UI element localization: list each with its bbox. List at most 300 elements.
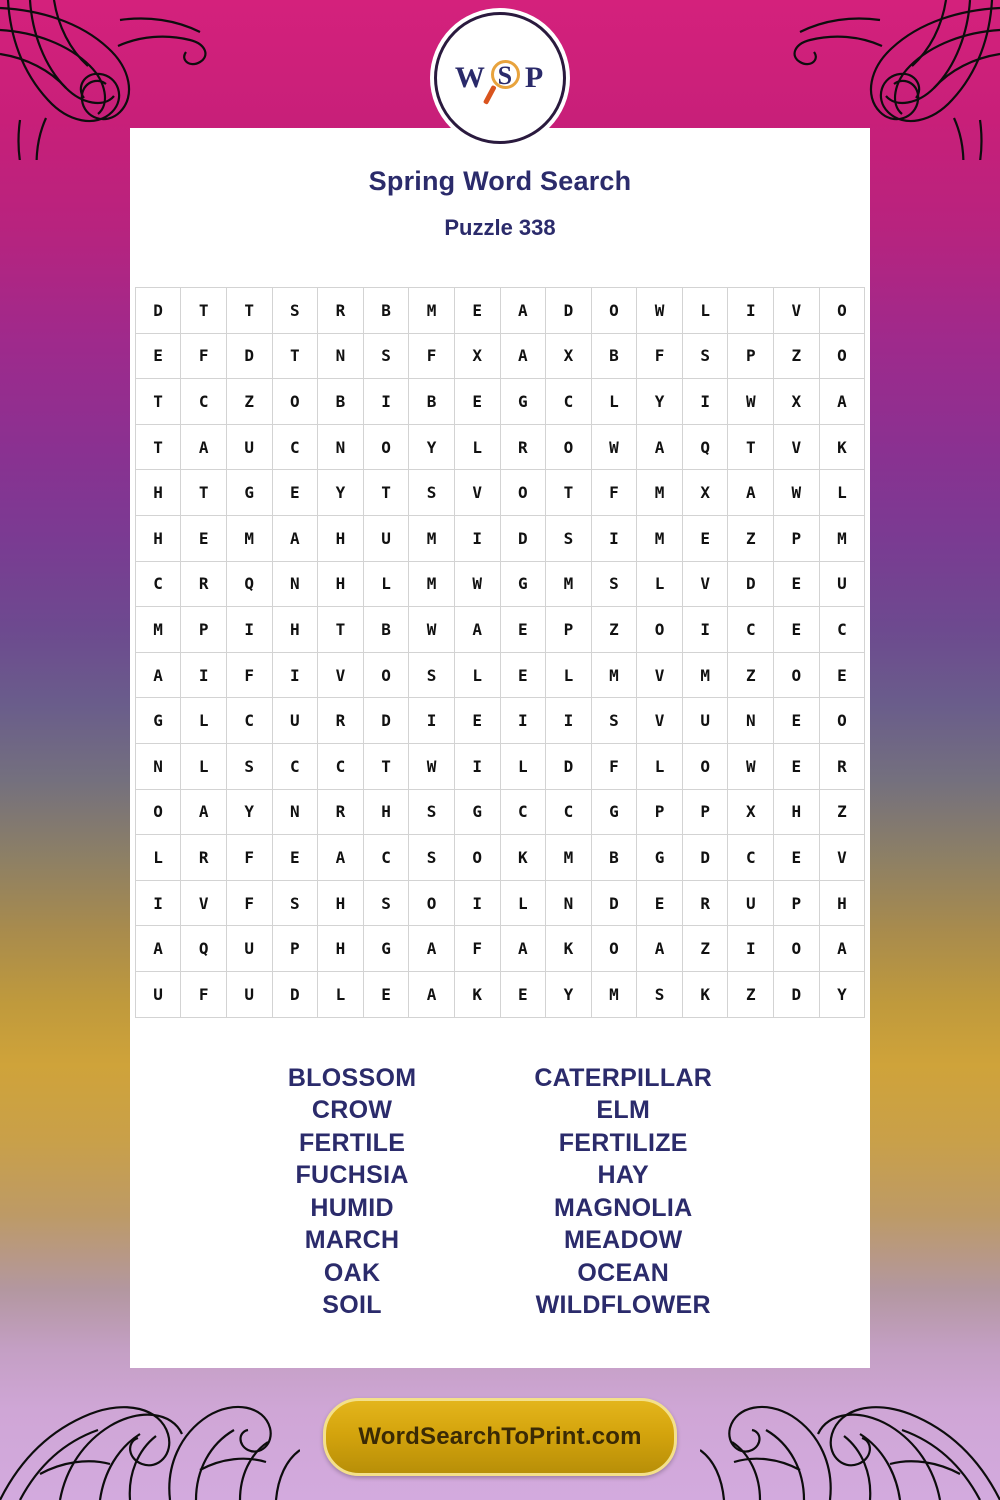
grid-cell[interactable]: N: [272, 561, 318, 607]
grid-cell[interactable]: N: [728, 698, 774, 744]
grid-cell[interactable]: W: [728, 743, 774, 789]
grid-cell[interactable]: P: [546, 607, 592, 653]
grid-cell[interactable]: A: [181, 789, 227, 835]
grid-cell[interactable]: A: [135, 926, 181, 972]
grid-cell[interactable]: R: [181, 561, 227, 607]
grid-cell[interactable]: D: [135, 288, 181, 334]
grid-cell[interactable]: M: [409, 515, 455, 561]
grid-cell[interactable]: C: [272, 424, 318, 470]
grid-cell[interactable]: U: [272, 698, 318, 744]
grid-cell[interactable]: E: [181, 515, 227, 561]
grid-cell[interactable]: H: [318, 880, 364, 926]
grid-cell[interactable]: A: [181, 424, 227, 470]
grid-cell[interactable]: T: [181, 470, 227, 516]
grid-cell[interactable]: T: [728, 424, 774, 470]
grid-cell[interactable]: L: [637, 561, 683, 607]
grid-cell[interactable]: G: [363, 926, 409, 972]
grid-cell[interactable]: H: [819, 880, 865, 926]
word-search-grid[interactable]: [135, 287, 866, 1018]
grid-cell[interactable]: D: [546, 743, 592, 789]
grid-cell[interactable]: A: [637, 926, 683, 972]
grid-cell[interactable]: M: [226, 515, 272, 561]
grid-cell[interactable]: P: [774, 880, 820, 926]
word-list-item: FUCHSIA: [295, 1161, 409, 1189]
grid-cell[interactable]: L: [682, 288, 728, 334]
grid-cell[interactable]: V: [637, 652, 683, 698]
grid-cell[interactable]: F: [454, 926, 500, 972]
grid-cell[interactable]: O: [454, 835, 500, 881]
word-list-item: HUMID: [310, 1193, 394, 1222]
grid-cell[interactable]: B: [318, 379, 364, 425]
grid-cell[interactable]: C: [546, 789, 592, 835]
grid-cell[interactable]: C: [181, 379, 227, 425]
grid-cell[interactable]: I: [591, 515, 637, 561]
grid-cell[interactable]: V: [774, 424, 820, 470]
grid-cell[interactable]: S: [409, 835, 455, 881]
grid-cell[interactable]: C: [318, 743, 364, 789]
grid-cell[interactable]: F: [409, 333, 455, 379]
grid-cell[interactable]: Y: [226, 789, 272, 835]
grid-row: [135, 424, 865, 470]
grid-cell[interactable]: S: [363, 333, 409, 379]
grid-cell[interactable]: E: [774, 743, 820, 789]
word-list-item: CATERPILLAR: [534, 1063, 713, 1092]
grid-cell[interactable]: L: [135, 835, 181, 881]
grid-cell[interactable]: D: [226, 333, 272, 379]
grid-row: [135, 379, 865, 425]
grid-cell[interactable]: T: [318, 607, 364, 653]
grid-cell[interactable]: I: [682, 379, 728, 425]
grid-cell[interactable]: A: [454, 607, 500, 653]
grid-cell[interactable]: O: [819, 288, 865, 334]
grid-cell[interactable]: A: [272, 515, 318, 561]
grid-cell[interactable]: U: [728, 880, 774, 926]
grid-cell[interactable]: M: [409, 561, 455, 607]
grid-cell[interactable]: Y: [409, 424, 455, 470]
grid-cell[interactable]: X: [682, 470, 728, 516]
grid-cell[interactable]: X: [546, 333, 592, 379]
grid-cell[interactable]: O: [774, 652, 820, 698]
grid-cell[interactable]: Q: [181, 926, 227, 972]
grid-cell[interactable]: K: [454, 971, 500, 1017]
grid-cell[interactable]: Z: [591, 607, 637, 653]
grid-row: [135, 333, 865, 379]
grid-cell[interactable]: W: [409, 607, 455, 653]
grid-cell[interactable]: E: [774, 561, 820, 607]
grid-cell[interactable]: D: [682, 835, 728, 881]
grid-cell[interactable]: X: [454, 333, 500, 379]
grid-cell[interactable]: A: [135, 652, 181, 698]
grid-cell[interactable]: L: [637, 743, 683, 789]
grid-cell[interactable]: O: [819, 698, 865, 744]
grid-cell[interactable]: D: [774, 971, 820, 1017]
grid-cell[interactable]: S: [682, 333, 728, 379]
grid-cell[interactable]: H: [363, 789, 409, 835]
grid-cell[interactable]: V: [637, 698, 683, 744]
grid-cell[interactable]: B: [591, 333, 637, 379]
grid-row: [135, 470, 865, 516]
word-list-item: MEADOW: [564, 1226, 683, 1254]
grid-cell[interactable]: O: [546, 424, 592, 470]
grid-cell[interactable]: A: [819, 379, 865, 425]
grid-cell[interactable]: O: [819, 333, 865, 379]
grid-row: [135, 971, 865, 1017]
grid-cell[interactable]: S: [363, 880, 409, 926]
grid-row: [135, 926, 865, 972]
grid-cell[interactable]: H: [318, 926, 364, 972]
grid-cell[interactable]: E: [774, 835, 820, 881]
grid-cell[interactable]: E: [774, 607, 820, 653]
logo-letter-p: P: [524, 61, 546, 94]
grid-cell[interactable]: S: [591, 698, 637, 744]
grid-cell[interactable]: C: [546, 379, 592, 425]
grid-cell[interactable]: L: [181, 743, 227, 789]
grid-cell[interactable]: L: [363, 561, 409, 607]
grid-cell[interactable]: C: [363, 835, 409, 881]
grid-cell[interactable]: I: [135, 880, 181, 926]
grid-row: [135, 561, 865, 607]
grid-cell[interactable]: I: [682, 607, 728, 653]
grid-cell[interactable]: O: [591, 288, 637, 334]
grid-cell[interactable]: H: [318, 561, 364, 607]
grid-cell[interactable]: T: [272, 333, 318, 379]
grid-cell[interactable]: I: [728, 926, 774, 972]
website-badge[interactable]: [323, 1398, 677, 1476]
grid-cell[interactable]: I: [226, 607, 272, 653]
grid-cell[interactable]: S: [409, 470, 455, 516]
grid-cell[interactable]: T: [363, 470, 409, 516]
grid-cell[interactable]: B: [363, 288, 409, 334]
grid-cell[interactable]: L: [546, 652, 592, 698]
grid-cell[interactable]: L: [500, 880, 546, 926]
word-list-item: MARCH: [304, 1226, 400, 1254]
corner-ornament-bottom-right: [700, 1350, 1000, 1500]
grid-cell[interactable]: Z: [226, 379, 272, 425]
grid-cell[interactable]: T: [135, 424, 181, 470]
grid-row: [135, 288, 865, 334]
grid-cell[interactable]: M: [819, 515, 865, 561]
grid-cell[interactable]: O: [774, 926, 820, 972]
grid-cell[interactable]: Z: [728, 971, 774, 1017]
grid-cell[interactable]: F: [226, 880, 272, 926]
grid-cell[interactable]: D: [546, 288, 592, 334]
grid-row: [135, 880, 865, 926]
grid-cell[interactable]: T: [181, 288, 227, 334]
grid-cell[interactable]: F: [591, 470, 637, 516]
grid-cell[interactable]: A: [500, 333, 546, 379]
grid-cell[interactable]: D: [728, 561, 774, 607]
grid-cell[interactable]: U: [682, 698, 728, 744]
grid-cell[interactable]: P: [682, 789, 728, 835]
grid-cell[interactable]: R: [819, 743, 865, 789]
grid-cell[interactable]: E: [454, 379, 500, 425]
grid-cell[interactable]: I: [272, 652, 318, 698]
grid-cell[interactable]: Z: [774, 333, 820, 379]
grid-cell[interactable]: Z: [682, 926, 728, 972]
grid-cell[interactable]: U: [819, 561, 865, 607]
grid-cell[interactable]: O: [363, 424, 409, 470]
grid-cell[interactable]: I: [454, 515, 500, 561]
word-list-column-right: [534, 1062, 712, 1322]
word-list-column-left: [288, 1062, 417, 1322]
grid-cell[interactable]: W: [728, 379, 774, 425]
grid-cell[interactable]: G: [500, 561, 546, 607]
grid-cell[interactable]: I: [363, 379, 409, 425]
grid-cell[interactable]: N: [546, 880, 592, 926]
grid-cell[interactable]: O: [272, 379, 318, 425]
grid-cell[interactable]: C: [135, 561, 181, 607]
grid-cell[interactable]: E: [637, 880, 683, 926]
logo-letter-s: S: [497, 61, 515, 90]
grid-cell[interactable]: V: [181, 880, 227, 926]
magnifier-icon: [488, 60, 524, 96]
grid-cell[interactable]: V: [318, 652, 364, 698]
grid-cell[interactable]: I: [546, 698, 592, 744]
grid-cell[interactable]: U: [135, 971, 181, 1017]
grid-cell[interactable]: O: [135, 789, 181, 835]
grid-cell[interactable]: M: [409, 288, 455, 334]
puzzle-sheet: [130, 128, 870, 1368]
grid-cell[interactable]: R: [318, 789, 364, 835]
grid-cell[interactable]: E: [500, 971, 546, 1017]
grid-cell[interactable]: C: [728, 835, 774, 881]
grid-cell[interactable]: L: [318, 971, 364, 1017]
word-list-item: OCEAN: [577, 1258, 670, 1287]
grid-row: [135, 698, 865, 744]
grid-cell[interactable]: P: [272, 926, 318, 972]
grid-cell[interactable]: E: [500, 607, 546, 653]
grid-cell[interactable]: I: [181, 652, 227, 698]
grid-cell[interactable]: W: [774, 470, 820, 516]
grid-cell[interactable]: B: [409, 379, 455, 425]
grid-cell[interactable]: R: [318, 698, 364, 744]
grid-cell[interactable]: Y: [819, 971, 865, 1017]
word-list-item: HAY: [597, 1161, 649, 1189]
grid-cell[interactable]: O: [591, 926, 637, 972]
grid-cell[interactable]: G: [226, 470, 272, 516]
page-title: Spring Word Search: [368, 166, 632, 196]
grid-cell[interactable]: H: [774, 789, 820, 835]
grid-cell[interactable]: D: [272, 971, 318, 1017]
grid-cell[interactable]: Y: [546, 971, 592, 1017]
grid-cell[interactable]: W: [637, 288, 683, 334]
site-logo: [434, 12, 566, 144]
grid-cell[interactable]: I: [728, 288, 774, 334]
grid-cell[interactable]: T: [546, 470, 592, 516]
grid-cell[interactable]: M: [637, 470, 683, 516]
grid-cell[interactable]: D: [500, 515, 546, 561]
grid-cell[interactable]: A: [318, 835, 364, 881]
grid-cell[interactable]: F: [226, 835, 272, 881]
grid-cell[interactable]: C: [272, 743, 318, 789]
grid-cell[interactable]: K: [682, 971, 728, 1017]
grid-cell[interactable]: H: [135, 515, 181, 561]
grid-cell[interactable]: R: [181, 835, 227, 881]
grid-cell[interactable]: S: [546, 515, 592, 561]
grid-cell[interactable]: A: [500, 288, 546, 334]
grid-cell[interactable]: E: [682, 515, 728, 561]
grid-cell[interactable]: I: [454, 743, 500, 789]
grid-cell[interactable]: H: [135, 470, 181, 516]
grid-cell[interactable]: A: [728, 470, 774, 516]
grid-cell[interactable]: X: [774, 379, 820, 425]
grid-cell[interactable]: H: [272, 607, 318, 653]
grid-cell[interactable]: Y: [637, 379, 683, 425]
grid-cell[interactable]: Q: [226, 561, 272, 607]
grid-cell[interactable]: M: [591, 652, 637, 698]
grid-cell[interactable]: I: [500, 698, 546, 744]
grid-cell[interactable]: B: [591, 835, 637, 881]
grid-cell[interactable]: D: [591, 880, 637, 926]
grid-cell[interactable]: F: [637, 333, 683, 379]
grid-cell[interactable]: M: [682, 652, 728, 698]
grid-cell[interactable]: R: [318, 288, 364, 334]
grid-row: [135, 835, 865, 881]
grid-cell[interactable]: Z: [728, 515, 774, 561]
grid-cell[interactable]: F: [181, 333, 227, 379]
word-list-item: MAGNOLIA: [553, 1193, 693, 1222]
grid-cell[interactable]: E: [363, 971, 409, 1017]
grid-cell[interactable]: W: [409, 743, 455, 789]
grid-cell[interactable]: A: [409, 971, 455, 1017]
word-list-item: CROW: [311, 1096, 393, 1124]
grid-cell[interactable]: S: [226, 743, 272, 789]
grid-cell[interactable]: K: [546, 926, 592, 972]
grid-cell[interactable]: Z: [819, 789, 865, 835]
grid-cell[interactable]: C: [500, 789, 546, 835]
word-list-item: SOIL: [322, 1291, 382, 1319]
grid-cell[interactable]: G: [500, 379, 546, 425]
grid-cell[interactable]: L: [500, 743, 546, 789]
grid-cell[interactable]: S: [637, 971, 683, 1017]
grid-cell[interactable]: L: [181, 698, 227, 744]
grid-cell[interactable]: S: [272, 288, 318, 334]
grid-cell[interactable]: F: [181, 971, 227, 1017]
grid-cell[interactable]: F: [226, 652, 272, 698]
grid-cell[interactable]: C: [226, 698, 272, 744]
grid-cell[interactable]: N: [318, 424, 364, 470]
grid-cell[interactable]: Z: [728, 652, 774, 698]
grid-cell[interactable]: E: [500, 652, 546, 698]
grid-cell[interactable]: V: [682, 561, 728, 607]
grid-cell[interactable]: M: [546, 835, 592, 881]
grid-cell[interactable]: S: [272, 880, 318, 926]
grid-cell[interactable]: N: [135, 743, 181, 789]
grid-cell[interactable]: G: [591, 789, 637, 835]
grid-cell[interactable]: C: [819, 607, 865, 653]
grid-row: [135, 515, 865, 561]
grid-cell[interactable]: E: [272, 835, 318, 881]
grid-cell[interactable]: M: [637, 515, 683, 561]
word-list-item: BLOSSOM: [287, 1063, 417, 1092]
grid-cell[interactable]: U: [363, 515, 409, 561]
grid-cell[interactable]: A: [637, 424, 683, 470]
grid-cell[interactable]: M: [135, 607, 181, 653]
grid-cell[interactable]: Q: [682, 424, 728, 470]
grid-cell[interactable]: A: [500, 926, 546, 972]
word-search-grid-container: [130, 287, 870, 1018]
corner-ornament-bottom-left: [0, 1350, 300, 1500]
grid-cell[interactable]: I: [409, 698, 455, 744]
grid-cell[interactable]: T: [226, 288, 272, 334]
grid-cell[interactable]: M: [546, 561, 592, 607]
grid-cell[interactable]: P: [637, 789, 683, 835]
grid-cell[interactable]: L: [454, 652, 500, 698]
grid-cell[interactable]: N: [318, 333, 364, 379]
grid-cell[interactable]: O: [363, 652, 409, 698]
grid-cell[interactable]: K: [819, 424, 865, 470]
grid-cell[interactable]: H: [318, 515, 364, 561]
grid-cell[interactable]: K: [500, 835, 546, 881]
grid-cell[interactable]: G: [135, 698, 181, 744]
grid-cell[interactable]: B: [363, 607, 409, 653]
grid-cell[interactable]: L: [591, 379, 637, 425]
grid-cell[interactable]: L: [819, 470, 865, 516]
word-list-item: FERTILE: [298, 1128, 406, 1157]
grid-cell[interactable]: E: [135, 333, 181, 379]
grid-cell[interactable]: R: [500, 424, 546, 470]
grid-cell[interactable]: D: [363, 698, 409, 744]
grid-cell[interactable]: O: [409, 880, 455, 926]
grid-cell[interactable]: P: [728, 333, 774, 379]
grid-cell[interactable]: G: [637, 835, 683, 881]
grid-cell[interactable]: A: [819, 926, 865, 972]
grid-cell[interactable]: S: [409, 789, 455, 835]
grid-cell[interactable]: R: [682, 880, 728, 926]
grid-cell[interactable]: M: [591, 971, 637, 1017]
grid-row: [135, 652, 865, 698]
grid-cell[interactable]: V: [819, 835, 865, 881]
grid-cell[interactable]: E: [774, 698, 820, 744]
grid-cell[interactable]: G: [454, 789, 500, 835]
grid-cell[interactable]: O: [500, 470, 546, 516]
grid-cell[interactable]: U: [226, 424, 272, 470]
grid-cell[interactable]: V: [774, 288, 820, 334]
grid-cell[interactable]: A: [409, 926, 455, 972]
grid-cell[interactable]: V: [454, 470, 500, 516]
grid-cell[interactable]: O: [682, 743, 728, 789]
word-list: [130, 1062, 870, 1322]
grid-row: [135, 743, 865, 789]
grid-row: [135, 789, 865, 835]
grid-cell[interactable]: U: [226, 926, 272, 972]
grid-cell[interactable]: X: [728, 789, 774, 835]
grid-cell[interactable]: N: [272, 789, 318, 835]
grid-cell[interactable]: E: [454, 288, 500, 334]
grid-cell[interactable]: W: [591, 424, 637, 470]
grid-cell[interactable]: S: [409, 652, 455, 698]
grid-cell[interactable]: T: [135, 379, 181, 425]
grid-cell[interactable]: L: [454, 424, 500, 470]
grid-cell[interactable]: W: [454, 561, 500, 607]
grid-cell[interactable]: P: [181, 607, 227, 653]
grid-cell[interactable]: P: [774, 515, 820, 561]
grid-cell[interactable]: I: [454, 880, 500, 926]
grid-cell[interactable]: Y: [318, 470, 364, 516]
puzzle-number: Puzzle 338: [444, 215, 556, 240]
grid-cell[interactable]: E: [454, 698, 500, 744]
grid-row: [135, 607, 865, 653]
grid-cell[interactable]: U: [226, 971, 272, 1017]
grid-cell[interactable]: E: [819, 652, 865, 698]
grid-cell[interactable]: C: [728, 607, 774, 653]
grid-cell[interactable]: S: [591, 561, 637, 607]
grid-cell[interactable]: F: [591, 743, 637, 789]
word-list-item: OAK: [323, 1258, 381, 1287]
grid-cell[interactable]: T: [363, 743, 409, 789]
grid-cell[interactable]: E: [272, 470, 318, 516]
grid-cell[interactable]: O: [637, 607, 683, 653]
